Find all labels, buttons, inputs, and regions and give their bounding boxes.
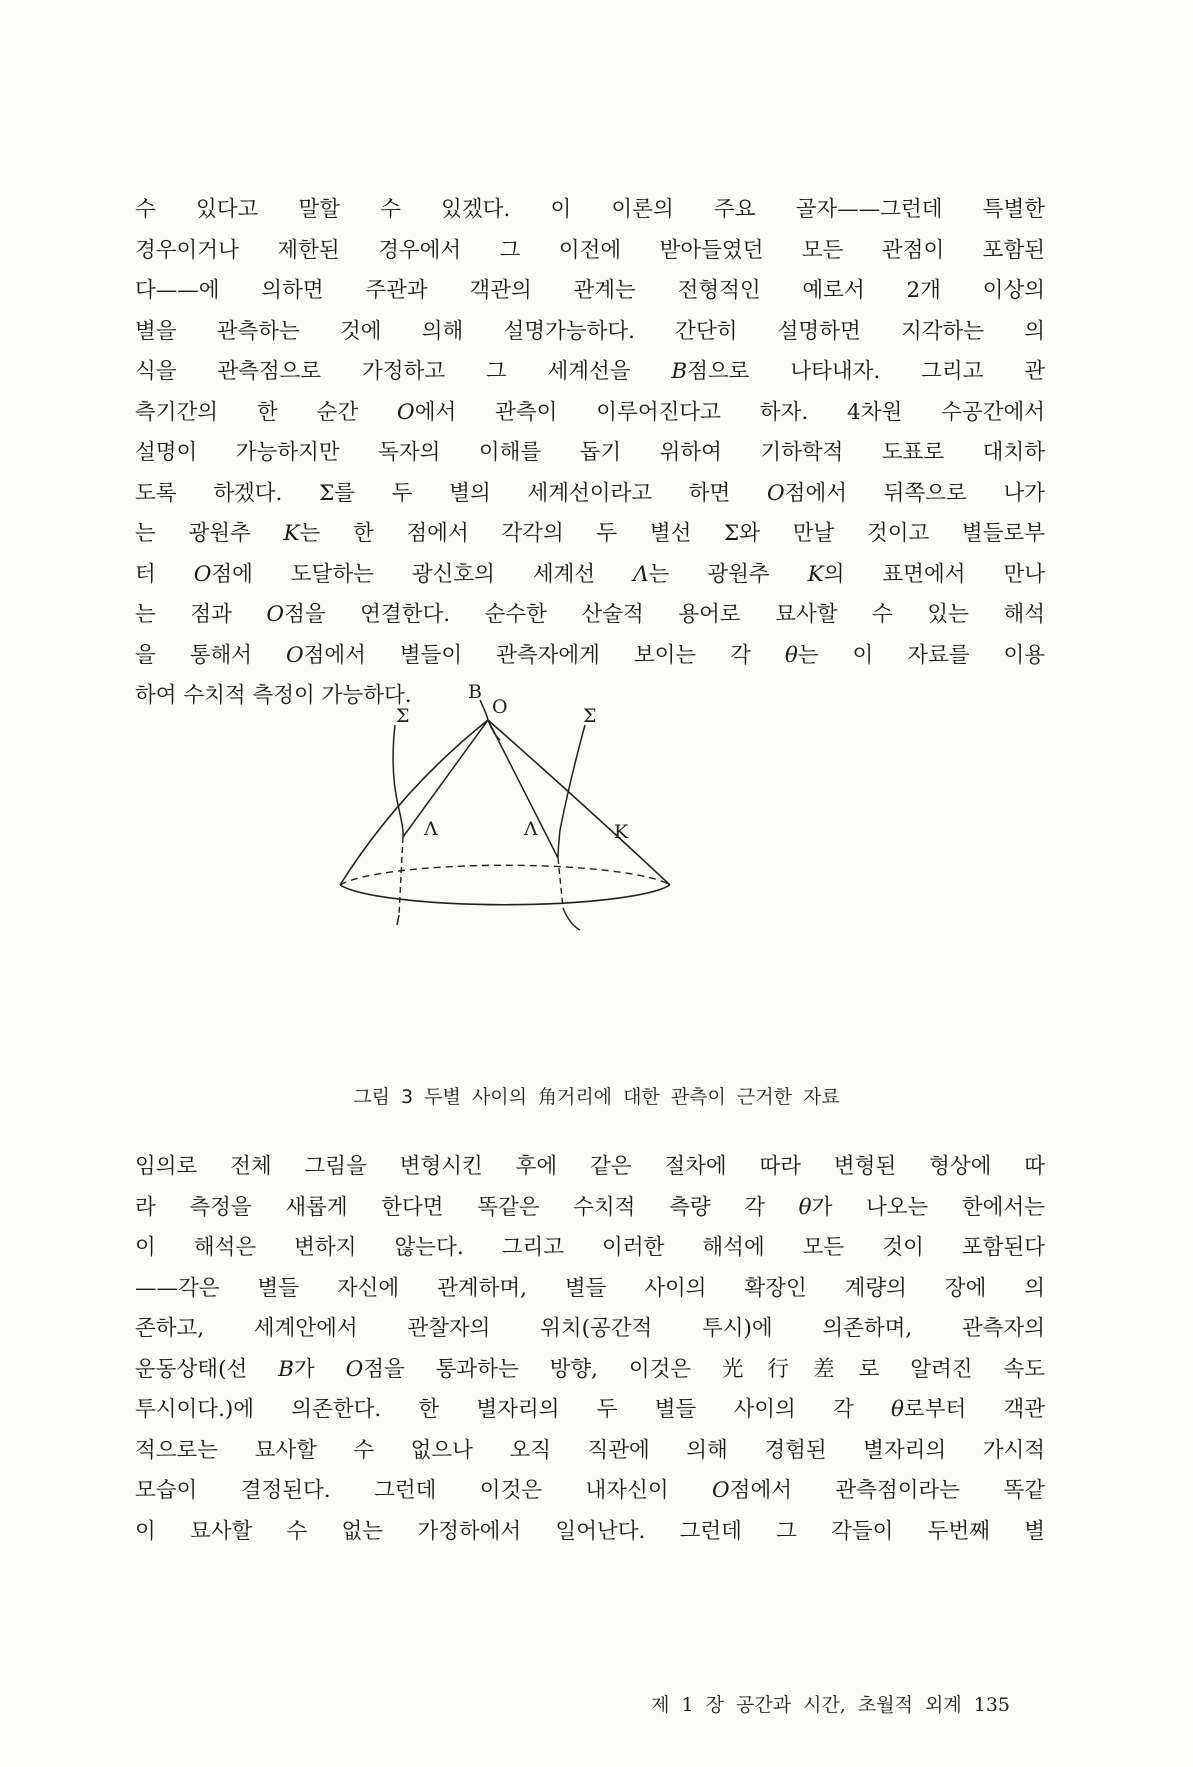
math-symbol: B bbox=[671, 359, 688, 384]
text-run: 점에 도달하는 광신호의 세계선 bbox=[211, 561, 634, 587]
text-run: 점을 통과하는 방향, 이것은 光行差로 알려진 속도 bbox=[363, 1356, 1045, 1382]
text-line bbox=[135, 393, 1045, 434]
text-run: 점에서 뒤쪽으로 나가 bbox=[784, 480, 1045, 506]
text-run: 의 표면에서 만나 bbox=[823, 561, 1045, 587]
text-run: 라 측정을 새롭게 한다면 똑같은 수치적 측량 각 bbox=[135, 1194, 799, 1220]
text-run: 가 bbox=[293, 1356, 346, 1382]
text-run: 적으로는 묘사할 수 없으나 오직 직관에 의해 경험된 별자리의 가시적 bbox=[135, 1437, 1045, 1463]
text-run: 별을 관측하는 것에 의해 설명가능하다. 간단히 설명하면 지각하는 의 bbox=[135, 318, 1045, 344]
text-run: 운동상태(선 bbox=[135, 1356, 279, 1382]
text-line bbox=[135, 1188, 1045, 1229]
text-line bbox=[135, 1390, 1045, 1431]
text-line bbox=[135, 433, 1045, 474]
paragraph-1 bbox=[135, 190, 1045, 717]
text-run: 점에서 별들이 관측자에게 보이는 각 bbox=[303, 642, 785, 668]
text-line bbox=[135, 190, 1045, 231]
text-line bbox=[135, 352, 1045, 393]
text-line bbox=[135, 1228, 1045, 1269]
math-symbol: K bbox=[807, 561, 824, 587]
math-symbol: O bbox=[345, 1356, 364, 1382]
text-run: 경우이거나 제한된 경우에서 그 이전에 받아들였던 모든 관점이 포함된 bbox=[135, 237, 1045, 263]
math-symbol: θ bbox=[890, 1397, 904, 1422]
text-run: 로부터 객관 bbox=[903, 1397, 1045, 1422]
text-run: 설명이 가능하지만 독자의 이해를 돕기 위하여 기하학적 도표로 대치하 bbox=[135, 440, 1045, 465]
figure-3 bbox=[370, 681, 770, 1060]
text-run: 터 bbox=[135, 561, 194, 587]
text-run: 하여 수치적 측정이 가능하다. bbox=[135, 683, 412, 708]
text-line bbox=[135, 231, 1045, 272]
text-line bbox=[135, 636, 1045, 677]
sigma-left-lower bbox=[397, 915, 399, 925]
text-run: 점에서 관측점이라는 똑같 bbox=[729, 1478, 1045, 1503]
text-run: ——각은 별들 자신에 관계하며, 별들 사이의 확장인 계량의 장에 의 bbox=[135, 1275, 1045, 1301]
text-line bbox=[135, 1147, 1045, 1188]
label-lambda-right: Λ bbox=[524, 818, 538, 840]
text-run: 는 점과 bbox=[135, 602, 267, 627]
text-run: 이 묘사할 수 없는 가정하에서 일어난다. 그런데 그 각들이 두번째 별 bbox=[135, 1518, 1045, 1544]
light-cone-diagram bbox=[370, 681, 770, 1060]
cone-base-back-arc bbox=[340, 865, 670, 885]
label-sigma-left: Σ bbox=[396, 705, 410, 727]
math-symbol: O bbox=[285, 642, 304, 668]
text-run: 을 통해서 bbox=[135, 642, 286, 668]
text-run: 는 광원추 bbox=[648, 561, 808, 587]
label-O: O bbox=[492, 696, 508, 718]
text-run: 점을 연결한다. 순수한 산술적 용어로 묘사할 수 있는 해석 bbox=[284, 602, 1045, 627]
math-symbol: B bbox=[278, 1356, 294, 1382]
text-line bbox=[135, 1512, 1045, 1553]
text-run: 모습이 결정된다. 그런데 이것은 내자신이 bbox=[135, 1478, 713, 1503]
text-run: 수 있다고 말할 수 있겠다. 이 이론의 주요 골자——그런데 특별한 bbox=[135, 197, 1045, 222]
text-run: 이 해석은 변하지 않는다. 그리고 이러한 해석에 모든 것이 포함된다 bbox=[135, 1235, 1045, 1260]
text-run: 측기간의 한 순간 bbox=[135, 399, 398, 425]
text-run: 도록 하겠다. Σ를 두 별의 세계선이라고 하면 bbox=[135, 480, 768, 506]
math-symbol: θ bbox=[784, 642, 798, 668]
figure-caption: 그림 3 두별 사이의 角거리에 대한 관측이 근거한 자료 bbox=[353, 1086, 840, 1108]
label-sigma-right: Σ bbox=[583, 705, 597, 727]
math-symbol: O bbox=[397, 399, 415, 425]
math-symbol: O bbox=[767, 480, 785, 506]
text-line bbox=[135, 595, 1045, 636]
lambda-left-line bbox=[403, 720, 488, 837]
page-footer: 제 1 장 공간과 시간, 초월적 외계 135 bbox=[651, 1694, 1010, 1716]
sigma-left-upper bbox=[393, 725, 403, 837]
math-symbol: Λ bbox=[633, 561, 649, 587]
text-line bbox=[135, 1309, 1045, 1350]
label-lambda-left: Λ bbox=[424, 818, 438, 840]
text-run: 는 광원추 bbox=[135, 521, 284, 546]
sigma-right-lower bbox=[563, 908, 580, 930]
math-symbol: O bbox=[712, 1478, 730, 1503]
text-line bbox=[135, 1431, 1045, 1472]
text-run: 임의로 전체 그림을 변형시킨 후에 같은 절차에 따라 변형된 형상에 따 bbox=[135, 1154, 1045, 1179]
paragraph-2 bbox=[135, 1147, 1045, 1552]
math-symbol: O bbox=[266, 602, 285, 627]
text-run: 에서 관측이 이루어진다고 하자. 4차원 수공간에서 bbox=[414, 399, 1045, 425]
text-line bbox=[135, 1350, 1045, 1391]
text-run: 식을 관측점으로 가정하고 그 세계선을 bbox=[135, 359, 672, 384]
cone-base-front-arc bbox=[340, 885, 670, 905]
text-run: 는 이 자료를 이용 bbox=[797, 642, 1045, 668]
text-run: 가 나오는 한에서는 bbox=[811, 1194, 1045, 1220]
text-run: 존하고, 세계안에서 관찰자의 위치(공간적 투시)에 의존하며, 관측자의 bbox=[135, 1316, 1045, 1341]
text-run: 투시이다.)에 의존한다. 한 별자리의 두 별들 사이의 각 bbox=[135, 1397, 891, 1422]
math-symbol: O bbox=[193, 561, 212, 587]
sigma-right-upper bbox=[558, 725, 585, 858]
text-line bbox=[135, 271, 1045, 312]
label-K: K bbox=[614, 821, 629, 843]
text-run: 다——에 의하면 주관과 객관의 관계는 전형적인 예로서 2개 이상의 bbox=[135, 278, 1045, 303]
text-line bbox=[135, 474, 1045, 515]
text-run: 점으로 나타내자. 그리고 관 bbox=[687, 359, 1045, 384]
label-B: B bbox=[468, 681, 482, 703]
sigma-left-hidden bbox=[399, 837, 403, 915]
text-line bbox=[135, 555, 1045, 596]
lambda-right-line bbox=[488, 720, 558, 858]
sigma-right-hidden bbox=[558, 858, 563, 908]
cone-left-side bbox=[340, 720, 488, 885]
text-line bbox=[135, 312, 1045, 353]
text-line bbox=[135, 1269, 1045, 1310]
math-symbol: θ bbox=[798, 1194, 812, 1220]
text-line bbox=[135, 514, 1045, 555]
text-run: 는 한 점에서 각각의 두 별선 Σ와 만날 것이고 별들로부 bbox=[299, 521, 1045, 546]
math-symbol: K bbox=[283, 521, 300, 546]
text-line bbox=[135, 1471, 1045, 1512]
